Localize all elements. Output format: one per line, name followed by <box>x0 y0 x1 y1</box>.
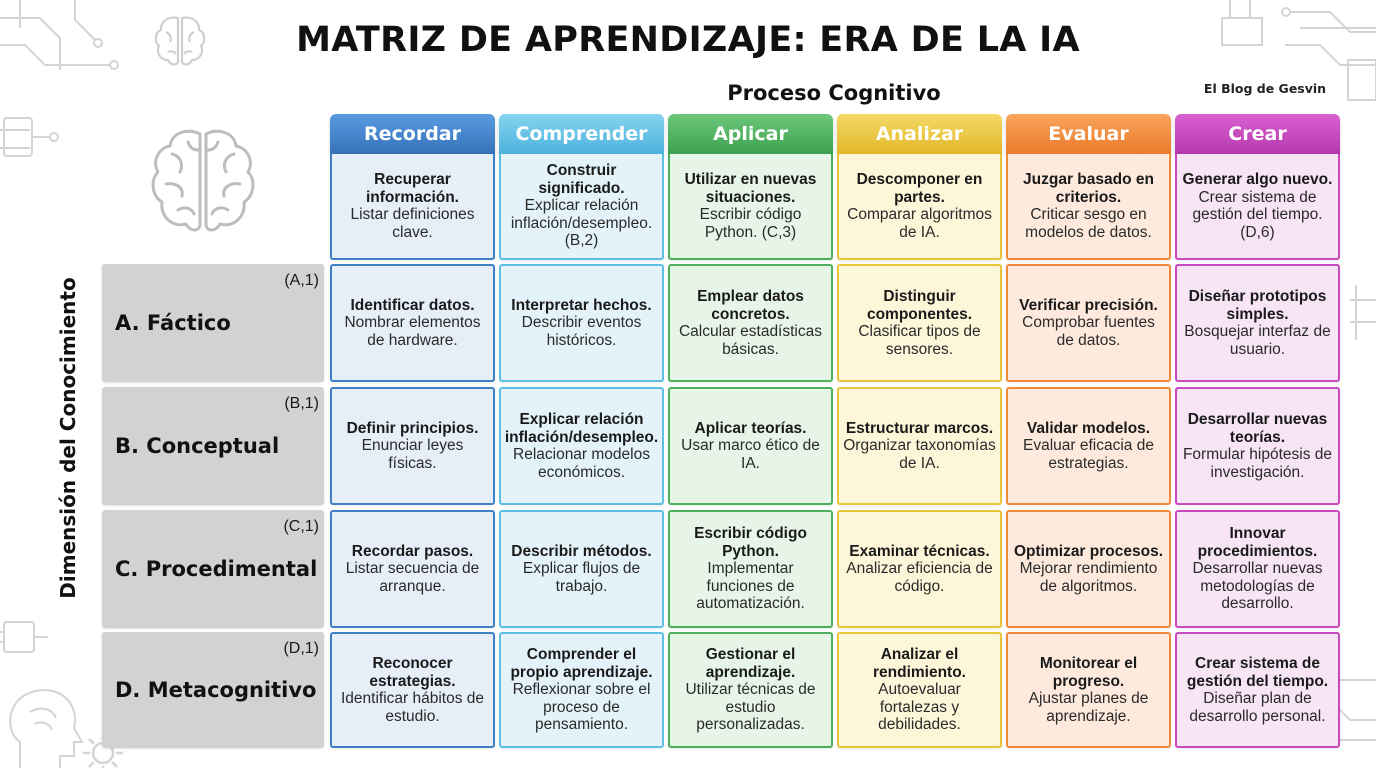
matrix-cell-c2 <box>499 510 664 628</box>
row-header-d <box>102 632 324 748</box>
matrix-cell-a2 <box>499 264 664 382</box>
matrix-cell-c1 <box>330 510 495 628</box>
cell-title: Explicar relación inflación/desempleo. <box>504 411 659 446</box>
matrix-cell-c5 <box>1006 510 1171 628</box>
cell-description: Organizar taxonomías de IA. <box>843 437 996 472</box>
matrix-cell-c6 <box>1175 510 1340 628</box>
cell-description: Listar secuencia de arranque. <box>345 560 480 595</box>
definition-cell-aplicar <box>668 154 833 260</box>
matrix-cell-b2 <box>499 387 664 505</box>
matrix-cell-d5 <box>1006 632 1171 748</box>
cell-title: Innovar procedimientos. <box>1197 525 1318 560</box>
cell-description: Relacionar modelos económicos. <box>513 446 650 481</box>
cell-description: Bosquejar interfaz de usuario. <box>1184 323 1331 358</box>
head-icon <box>0 672 100 768</box>
column-header-recordar: Recordar <box>330 114 495 154</box>
matrix-cell-c3 <box>668 510 833 628</box>
row-label: C. Procedimental <box>115 557 318 581</box>
matrix-cell-a5 <box>1006 264 1171 382</box>
cell-title: Identificar datos. <box>350 296 475 314</box>
cell-title: Construir significado. <box>538 162 625 197</box>
matrix-cell-d3 <box>668 632 833 748</box>
column-header-analizar: Analizar <box>837 114 1002 154</box>
cell-title: Generar algo nuevo. <box>1182 171 1333 188</box>
row-coordinate: (B,1) <box>284 395 319 412</box>
cell-description: Explicar relación inflación/desempleo. (B,2) <box>510 197 653 250</box>
cell-description: Usar marco ético de IA. <box>681 437 820 472</box>
cell-description: Calcular estadísticas básicas. <box>678 323 822 358</box>
cell-description: Nombrar elementos de hardware. <box>344 314 481 349</box>
column-header-aplicar: Aplicar <box>668 114 833 154</box>
cell-title: Crear sistema de gestión del tiempo. <box>1186 655 1329 690</box>
cell-description: Autoevaluar fortalezas y debilidades. <box>878 681 961 734</box>
axis-title-cognitive-process: Proceso Cognitivo <box>727 81 941 105</box>
matrix-cell-d4 <box>837 632 1002 748</box>
cell-title: Recordar pasos. <box>351 542 474 560</box>
cell-title: Estructurar marcos. <box>845 419 994 437</box>
cell-title: Describir métodos. <box>511 542 652 560</box>
cell-title: Gestionar el aprendizaje. <box>705 646 796 681</box>
axis-title-knowledge-dimension <box>53 270 83 606</box>
matrix-cell-b6 <box>1175 387 1340 505</box>
row-header-c <box>102 510 324 628</box>
cell-description: Evaluar eficacia de estrategias. <box>1023 437 1154 472</box>
row-coordinate: (C,1) <box>283 518 319 535</box>
cell-description: Crear sistema de gestión del tiempo. (D,6) <box>1192 188 1323 241</box>
cell-description: Mejorar rendimiento de algoritmos. <box>1019 560 1158 595</box>
cell-description: Utilizar técnicas de estudio personalizadas. <box>685 681 816 734</box>
cell-title: Comprender el propio aprendizaje. <box>510 646 653 681</box>
row-label: D. Metacognitivo <box>115 678 317 702</box>
matrix-cell-b1 <box>330 387 495 505</box>
matrix-cell-a1 <box>330 264 495 382</box>
definition-cell-comprender <box>499 154 664 260</box>
cell-description: Describir eventos históricos. <box>521 314 642 349</box>
vertical-label-text: Dimensión del Conocimiento <box>56 277 80 599</box>
definition-cell-crear <box>1175 154 1340 260</box>
cell-description: Reflexionar sobre el proceso de pensamiento. <box>512 681 651 734</box>
row-label: A. Fáctico <box>115 311 231 335</box>
cell-description: Implementar funciones de automatización. <box>696 560 805 613</box>
matrix-cell-d2 <box>499 632 664 748</box>
matrix-cell-c4 <box>837 510 1002 628</box>
definition-cell-recordar <box>330 154 495 260</box>
column-header-comprender: Comprender <box>499 114 664 154</box>
cell-title: Reconocer estrategias. <box>369 655 456 690</box>
cell-description: Listar definiciones clave. <box>350 206 475 241</box>
cell-description: Explicar flujos de trabajo. <box>522 560 641 595</box>
row-coordinate: (A,1) <box>284 272 319 289</box>
cell-title: Aplicar teorías. <box>694 419 807 437</box>
row-coordinate: (D,1) <box>283 640 319 657</box>
cell-title: Verificar precisión. <box>1019 296 1158 314</box>
cell-description: Criticar sesgo en modelos de datos. <box>1025 206 1152 241</box>
column-header-crear: Crear <box>1175 114 1340 154</box>
cell-description: Escribir código Python. (C,3) <box>699 206 802 241</box>
cell-title: Emplear datos concretos. <box>697 288 804 323</box>
cell-description: Comparar algoritmos de IA. <box>847 206 992 241</box>
matrix-cell-d1 <box>330 632 495 748</box>
matrix-cell-a6 <box>1175 264 1340 382</box>
row-header-b <box>102 387 324 505</box>
cell-description: Ajustar planes de aprendizaje. <box>1028 690 1149 725</box>
cell-description: Desarrollar nuevas metodologías de desarrollo. <box>1192 560 1323 613</box>
cell-title: Optimizar procesos. <box>1013 542 1163 560</box>
cell-title: Utilizar en nuevas situaciones. <box>684 171 817 206</box>
cell-title: Distinguir componentes. <box>866 288 973 323</box>
blog-credit: El Blog de Gesvin <box>1203 81 1327 96</box>
matrix-cell-b3 <box>668 387 833 505</box>
definition-cell-evaluar <box>1006 154 1171 260</box>
cell-description: Formular hipótesis de investigación. <box>1182 446 1333 481</box>
matrix-cell-b4 <box>837 387 1002 505</box>
cell-title: Validar modelos. <box>1026 419 1151 437</box>
cell-title: Juzgar basado en criterios. <box>1023 171 1154 206</box>
matrix-cell-a4 <box>837 264 1002 382</box>
row-label: B. Conceptual <box>115 434 280 458</box>
matrix-cell-b5 <box>1006 387 1171 505</box>
cell-description: Identificar hábitos de estudio. <box>340 690 485 725</box>
cell-title: Analizar el rendimiento. <box>872 646 966 681</box>
cell-description: Clasificar tipos de sensores. <box>858 323 981 358</box>
brain-icon <box>148 124 258 236</box>
cell-title: Diseñar prototipos simples. <box>1188 288 1327 323</box>
cell-title: Recuperar información. <box>365 171 459 206</box>
column-header-evaluar: Evaluar <box>1006 114 1171 154</box>
matrix-cell-d6 <box>1175 632 1340 748</box>
cell-description: Diseñar plan de desarrollo personal. <box>1189 690 1326 725</box>
cell-description: Comprobar fuentes de datos. <box>1022 314 1155 349</box>
definition-cell-analizar <box>837 154 1002 260</box>
cell-title: Descomponer en partes. <box>856 171 983 206</box>
cell-description: Analizar eficiencia de código. <box>846 560 993 595</box>
page-title: MATRIZ DE APRENDIZAJE: ERA DE LA IA <box>296 20 1080 60</box>
cell-title: Monitorear el progreso. <box>1039 655 1138 690</box>
matrix-cell-a3 <box>668 264 833 382</box>
cell-description: Enunciar leyes físicas. <box>361 437 464 472</box>
cell-title: Desarrollar nuevas teorías. <box>1187 411 1328 446</box>
cell-title: Escribir código Python. <box>694 525 807 560</box>
cell-title: Examinar técnicas. <box>849 542 990 560</box>
cell-title: Definir principios. <box>346 419 479 437</box>
cell-title: Interpretar hechos. <box>511 296 652 314</box>
row-header-a <box>102 264 324 382</box>
